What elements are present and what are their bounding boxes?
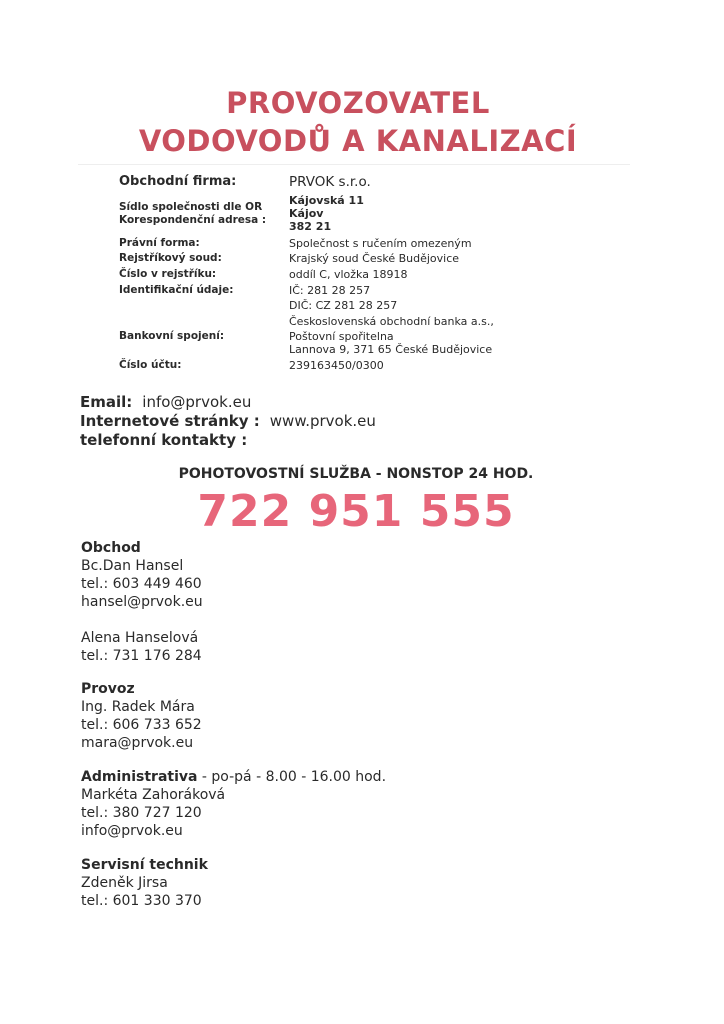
- reg-no-label: Číslo v rejstříku:: [119, 268, 217, 280]
- servis-name: Zdeněk Jirsa: [81, 875, 168, 891]
- provoz-name: Ing. Radek Mára: [81, 699, 195, 715]
- account-label: Číslo účtu:: [119, 359, 182, 371]
- ico-value: IČ: 281 28 257: [289, 284, 371, 297]
- legal-form-label: Právní forma:: [119, 237, 200, 249]
- provoz-mail[interactable]: mara@prvok.eu: [81, 735, 194, 751]
- court-value: Krajský soud České Budějovice: [289, 252, 460, 265]
- account-value: 239163450/0300: [289, 359, 384, 372]
- ident-label: Identifikační údaje:: [119, 284, 234, 296]
- admin-name: Markéta Zahoráková: [81, 787, 226, 803]
- web-row: [80, 412, 376, 430]
- provoz-heading: Provoz: [81, 681, 135, 697]
- servis-heading: Servisní technik: [81, 857, 208, 873]
- bank-line-1: Československá obchodní banka a.s.,: [289, 315, 494, 328]
- section-provoz: [81, 680, 202, 752]
- section-obchod: [81, 539, 203, 665]
- emergency-heading: POHOTOVOSTNÍ SLUŽBA - NONSTOP 24 HOD.: [178, 466, 534, 482]
- phones-row: [80, 431, 247, 449]
- admin-hours: - po-pá - 8.00 - 16.00 hod.: [201, 769, 387, 785]
- web-label: Internetové stránky :: [80, 412, 260, 430]
- section-admin: [81, 768, 386, 840]
- obchod-tel-1: tel.: 603 449 460: [81, 576, 202, 592]
- web-link[interactable]: www.prvok.eu: [269, 412, 376, 430]
- reg-no-value: oddíl C, vložka 18918: [289, 268, 408, 281]
- seat-label: Sídlo společnosti dle OR: [119, 201, 263, 213]
- admin-heading-row: [81, 768, 386, 786]
- obchod-tel-2: tel.: 731 176 284: [81, 648, 202, 664]
- obchod-heading: Obchod: [81, 540, 141, 556]
- title-divider: [78, 164, 630, 165]
- bank-line-3: Lannova 9, 371 65 České Budějovice: [289, 343, 493, 356]
- admin-heading: Administrativa: [81, 769, 198, 785]
- title-line-1: PROVOZOVATEL: [226, 86, 490, 120]
- admin-mail[interactable]: info@prvok.eu: [81, 823, 183, 839]
- obchod-mail-1[interactable]: hansel@prvok.eu: [81, 594, 203, 610]
- email-label: Email:: [80, 393, 133, 411]
- emergency-phone[interactable]: 722 951 555: [197, 486, 515, 537]
- phones-label: telefonní kontakty :: [80, 431, 248, 449]
- firm-value: PRVOK s.r.o.: [289, 174, 371, 190]
- email-row: [80, 393, 251, 411]
- address-town: Kájov: [289, 207, 324, 220]
- legal-form-value: Společnost s ručením omezeným: [289, 237, 472, 250]
- obchod-name-1: Bc.Dan Hansel: [81, 558, 184, 574]
- title-line-2: VODOVODŮ A KANALIZACÍ: [138, 124, 578, 158]
- section-servis: [81, 856, 208, 910]
- address-zip: 382 21: [289, 220, 332, 233]
- spacer: [81, 611, 203, 629]
- servis-tel: tel.: 601 330 370: [81, 893, 202, 909]
- provoz-tel: tel.: 606 733 652: [81, 717, 202, 733]
- email-link[interactable]: info@prvok.eu: [142, 393, 252, 411]
- bank-line-2: Poštovní spořitelna: [289, 330, 394, 343]
- obchod-name-2: Alena Hanselová: [81, 630, 199, 646]
- firm-label: Obchodní firma:: [119, 174, 237, 189]
- bank-label: Bankovní spojení:: [119, 330, 225, 342]
- dic-value: DIČ: CZ 281 28 257: [289, 299, 398, 312]
- address-street: Kájovská 11: [289, 194, 364, 207]
- court-label: Rejstříkový soud:: [119, 252, 222, 264]
- admin-tel: tel.: 380 727 120: [81, 805, 202, 821]
- correspondence-label: Korespondenční adresa :: [119, 214, 267, 226]
